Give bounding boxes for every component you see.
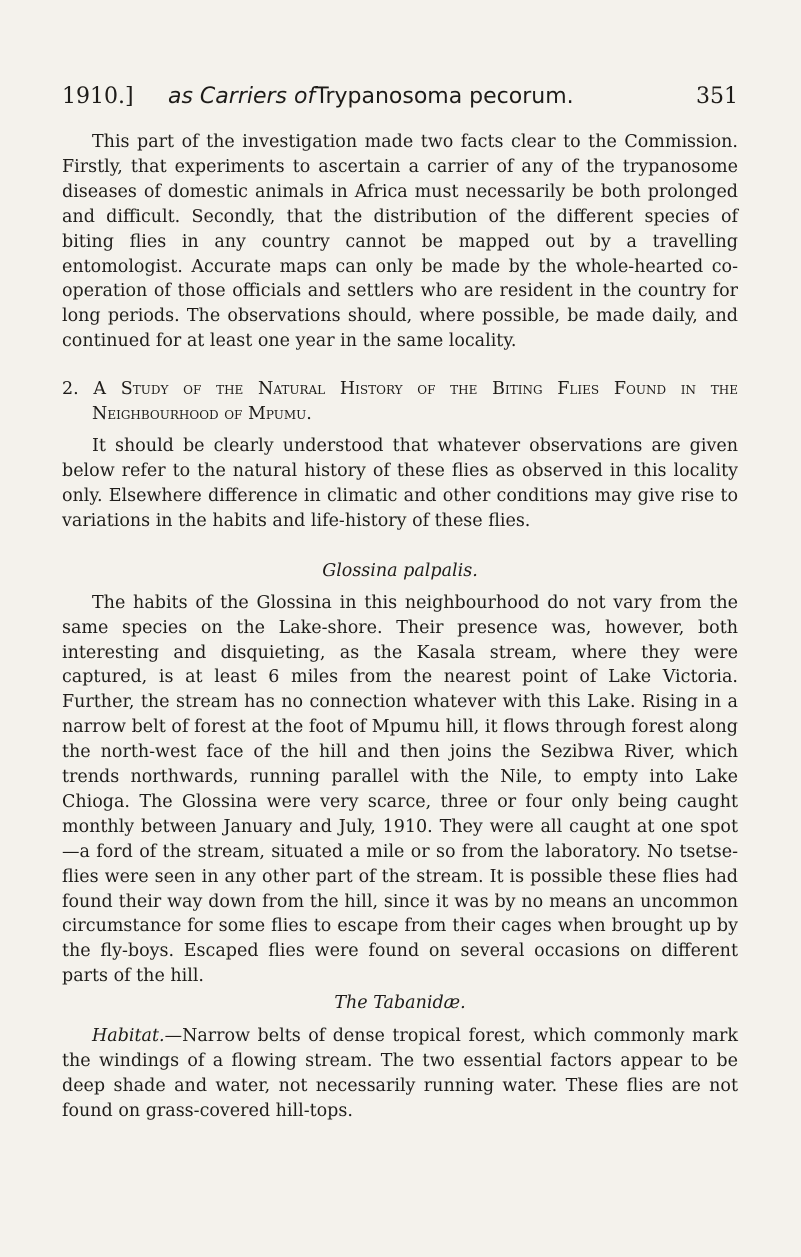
header-title (168, 84, 574, 109)
subheading-tabanidae: The Tabanidæ. (334, 993, 466, 1014)
habitat-label: Habitat. (92, 1026, 165, 1047)
page-number: 351 (696, 84, 738, 109)
subheading-glossina: Glossina palpalis. (322, 560, 478, 581)
paragraph-scope: It should be clearly understood that whatever observations are given below refer to the natural history of these flies as observed in this locality only. Elsewhere difference in climatic and other conditions may give rise to variations in the habits and life-history of these flies. (62, 436, 738, 531)
habitat-text: —Narrow belts of dense tropical forest, which commonly mark the windings of a flowing stream. The two essential factors appear to be deep shade and water, not necessarily running water. These flies are not found on grass-covered hill-tops. (62, 1026, 738, 1121)
paragraph-glossina: The habits of the Glossina in this neighbourhood do not vary from the same species on the Lake-shore. Their presence was, however, both interesting and disquieting, as the Kasala stream, where they were captured, is at least 6 miles from the nearest point of Lake Victoria. Further, the stream has no connection whatever with this Lake. Rising in a narrow belt of forest at the foot of Mpumu hill, it flows through forest along the north-west face of the hill and then joins the Sezibwa River, which trends northwards, running parallel with the Nile, to empty into Lake Chioga. The Glossina were very scarce, three or four only being caught monthly between January and July, 1910. They were all caught at one spot—a ford of the stream, situated a mile or so from the laboratory. No tsetse-flies were seen in any other part of the stream. It is possible these flies had found their way down from the hill, since it was by no means an uncommon circumstance for some flies to escape from their cages when brought up by the fly-boys. Escaped flies were found on several occasions on different parts of the hill. (62, 592, 738, 987)
header-title-main: Trypanosoma pecorum. (315, 84, 574, 109)
header-year: 1910.] (62, 84, 134, 109)
section-heading: 2. A Study of the Natural History of the Biting Flies Found in the Neighbourhood of Mpumu. (62, 379, 738, 425)
paragraph-intro: This part of the investigation made two facts clear to the Commission. Firstly, that experiments to ascertain a carrier of any of the trypanosome diseases of domestic animals in Africa must necessarily be both prolonged and difficult. Secondly, that the distribution of the different species of biting flies in any country cannot be mapped out by a travelling entomologist. Accurate maps can only be made by the whole-hearted co-operation of those officials and settlers who are resident in the country for long periods. The observations should, where possible, be made daily, and continued for at least one year in the same locality. (62, 132, 738, 352)
running-header (62, 84, 738, 120)
page-body (62, 130, 738, 1124)
header-title-prefix: as Carriers of (168, 84, 316, 109)
paragraph-habitat (62, 1024, 738, 1124)
